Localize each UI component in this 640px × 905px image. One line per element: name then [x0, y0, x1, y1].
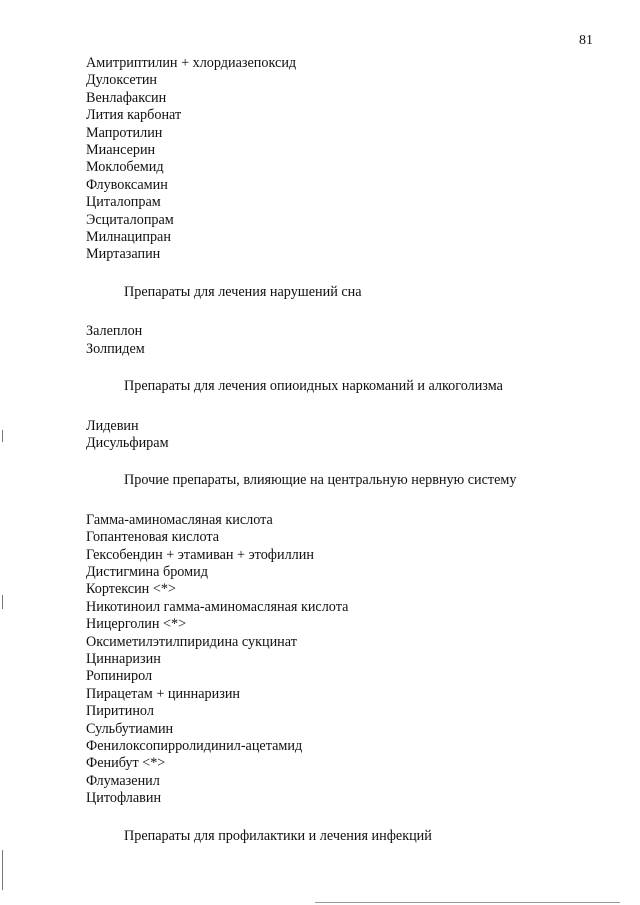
list-item: Цитофлавин — [86, 790, 162, 807]
scan-edge-mark — [2, 850, 3, 890]
list-item: Дисульфирам — [86, 434, 169, 451]
list-item: Ницерголин <*> — [86, 616, 187, 633]
cns-other-section — [86, 472, 606, 807]
section-heading: Прочие препараты, влияющие на центральную нервную систему — [124, 472, 517, 489]
drug-list — [86, 512, 606, 808]
section-heading: Препараты для лечения нарушений сна — [124, 283, 362, 300]
list-item: Лития карбонат — [86, 107, 182, 124]
drug-list — [86, 323, 606, 358]
section-heading: Препараты для лечения опиоидных наркоманий и алкоголизма — [124, 378, 503, 395]
list-item: Флумазенил — [86, 772, 160, 789]
list-item: Сульбутиамин — [86, 720, 174, 737]
infections-section — [86, 828, 606, 845]
list-item: Ропинирол — [86, 668, 153, 685]
list-item: Циннаризин — [86, 650, 161, 667]
list-item: Кортексин <*> — [86, 581, 176, 598]
list-item: Миртазапин — [86, 246, 161, 263]
list-item: Амитриптилин + хлордиазепоксид — [86, 55, 297, 71]
list-item: Фенибут <*> — [86, 755, 166, 772]
list-item: Дистигмина бромид — [86, 563, 208, 580]
sleep-disorders-section — [86, 284, 606, 358]
list-item: Залеплон — [86, 323, 143, 340]
list-item: Золпидем — [86, 340, 145, 357]
list-item: Гопантеновая кислота — [86, 529, 220, 546]
addiction-section — [86, 378, 606, 452]
list-item: Гексобендин + этамиван + этофиллин — [86, 546, 314, 563]
drug-list — [86, 418, 606, 453]
list-item: Мапротилин — [86, 124, 163, 141]
drug-list — [86, 55, 606, 264]
list-item: Милнаципран — [86, 229, 171, 246]
list-item: Лидевин — [86, 417, 139, 434]
list-item: Венлафаксин — [86, 89, 167, 106]
page-number: 81 — [579, 33, 593, 48]
list-item: Пирацетам + циннаризин — [86, 685, 241, 702]
list-item: Гамма-аминомасляная кислота — [86, 511, 273, 528]
list-item: Моклобемид — [86, 159, 164, 176]
list-item: Дулоксетин — [86, 72, 158, 89]
list-item: Флувоксамин — [86, 176, 168, 193]
list-item: Фенилоксопирролидинил-ацетамид — [86, 738, 303, 754]
scan-edge-mark — [2, 430, 3, 442]
scan-edge-mark — [2, 595, 3, 609]
antidepressants-section — [86, 55, 606, 264]
scan-bottom-line — [315, 902, 620, 903]
document-body — [86, 55, 606, 867]
list-item: Миансерин — [86, 142, 156, 159]
list-item: Пиритинол — [86, 703, 154, 720]
section-heading: Препараты для профилактики и лечения инфекций — [124, 827, 432, 844]
list-item: Эсциталопрам — [86, 211, 174, 228]
list-item: Никотиноил гамма-аминомасляная кислота — [86, 598, 349, 615]
list-item: Циталопрам — [86, 194, 161, 211]
list-item: Оксиметилэтилпиридина сукцинат — [86, 633, 297, 650]
